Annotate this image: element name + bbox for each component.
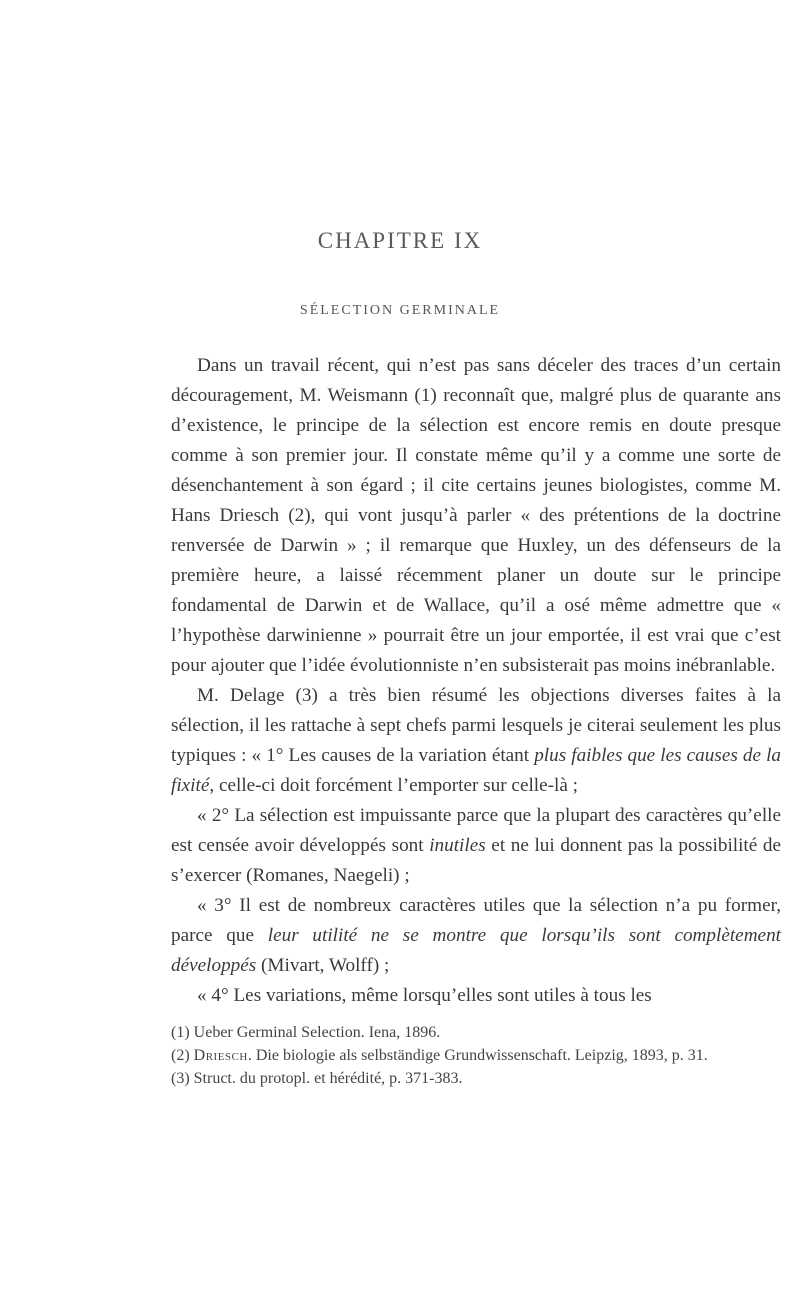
footnotes <box>171 1021 781 1090</box>
paragraph-3 <box>171 801 781 891</box>
paragraph-4-text-b: (Mivart, Wolff) ; <box>256 955 390 976</box>
body-text <box>171 351 781 1011</box>
paragraph-5: « 4° Les variations, même lorsqu’elles sont utiles à tous les <box>197 985 652 1006</box>
footnote-2 <box>171 1044 781 1067</box>
paragraph-4 <box>171 891 781 981</box>
chapter-title: CHAPITRE IX <box>317 228 483 253</box>
footnote-3: (3) Struct. du protopl. et hérédité, p. 371-383. <box>171 1070 463 1087</box>
paragraph-3-emphasis: inutiles <box>429 835 486 856</box>
paragraph-4-emphasis: leur utilité ne se montre que lorsqu’ils sont complètement développés <box>171 925 781 976</box>
paragraph-2 <box>171 681 781 801</box>
footnote-2-text: . Die biologie als selbständige Grundwissenschaft. Leipzig, 1893, p. 31. <box>247 1047 708 1064</box>
paragraph-2-text-a: M. Delage (3) a très bien résumé les objections diverses faites à la sélection, il les rattache à sept chefs parmi lesquels je citerai seulement les plus typiques : « 1° Les causes de la variation étant <box>171 685 781 766</box>
paragraph-2-emphasis: plus faibles que les causes de la fixité, <box>171 745 781 796</box>
footnote-2-mark: (2) <box>171 1047 194 1064</box>
paragraph-1: Dans un travail récent, qui n’est pas sans déceler des traces d’un certain découragement, M. Weismann (1) reconnaît que, malgré plus de quarante ans d’existence, le principe de la sélection est encore remis en doute presque comme à son premier jour. Il constate même qu’il y a comme une sorte de désenchantement à son égard ; il cite certains jeunes biologistes, comme M. Hans Driesch (2), qui vont jusqu’à parler « des prétentions de la doctrine renversée de Darwin » ; il remarque que Huxley, un des défenseurs de la première heure, a laissé récemment planer un doute sur le principe fondamental de Darwin et de Wallace, qu’il a osé même admettre que « l’hypothèse darwinienne » pourrait être un jour emportée, il est vrai que c’est pour ajouter que l’idée évolutionniste n’en subsisterait pas moins inébranlable. <box>171 355 781 676</box>
paragraph-2-text-b: celle-ci doit forcément l’emporter sur celle-là ; <box>214 775 579 796</box>
section-title: SÉLECTION GERMINALE <box>299 303 501 318</box>
paragraph-3-text-a: « 2° La sélection est impuissante parce que la plupart des caractères qu’elle est censée avoir développés sont <box>171 805 781 856</box>
footnote-2-author: Driesch <box>193 1047 248 1064</box>
paragraph-4-text-a: « 3° Il est de nombreux caractères utiles que la sélection n’a pu former, parce que <box>171 895 781 946</box>
footnote-1: (1) Ueber Germinal Selection. Iena, 1896. <box>171 1024 441 1041</box>
paragraph-3-text-b: et ne lui donnent pas la possibilité de s’exercer (Romanes, Naegeli) ; <box>171 835 781 886</box>
